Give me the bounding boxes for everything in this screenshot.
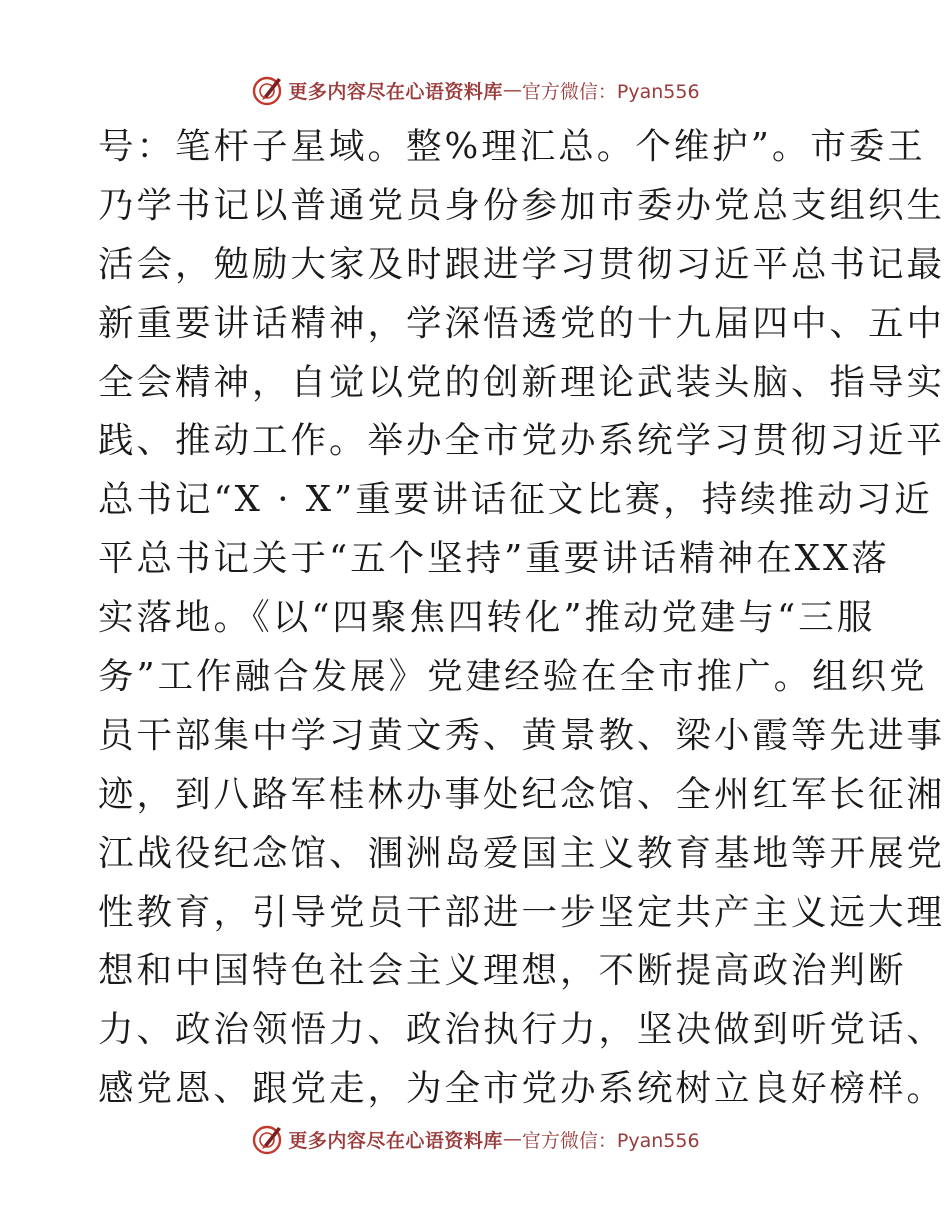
text-line: 新重要讲话精神，学深悟透党的十九届四中、五中 xyxy=(98,302,946,344)
banner-contact: 官方微信：Pyan556 xyxy=(521,1129,700,1152)
text-line: 迹，到八路军桂林办事处纪念馆、全州红军长征湘 xyxy=(98,773,946,815)
text-line: 江战役纪念馆、涠洲岛爱国主义教育基地等开展党 xyxy=(98,832,946,874)
text-line: 性教育，引导党员干部进一步坚定共产主义远大理 xyxy=(98,891,946,933)
document-body xyxy=(98,123,946,1124)
footer-banner xyxy=(0,1119,950,1159)
text-line: 想和中国特色社会主义理想，不断提高政治判断 xyxy=(98,950,907,992)
text-line: 实落地。《以“四聚焦四转化”推动党建与“三服 xyxy=(98,597,876,639)
text-line: 全会精神，自觉以党的创新理论武装头脑、指导实 xyxy=(98,361,946,403)
banner-tagline: 更多内容尽在心语资料库 xyxy=(288,1129,503,1152)
text-line: 活会，勉励大家及时跟进学习贯彻习近平总书记最 xyxy=(98,243,946,285)
text-line: 感党恩、跟党走，为全市党办系统树立良好榜样。 xyxy=(98,1068,946,1110)
banner-separator: — xyxy=(502,79,522,101)
header-banner xyxy=(0,70,950,110)
text-line: 乃学书记以普通党员身份参加市委办党总支组织生 xyxy=(98,184,946,226)
banner-tagline: 更多内容尽在心语资料库 xyxy=(288,80,503,103)
banner-contact: 官方微信：Pyan556 xyxy=(521,80,700,103)
text-line: 践、推动工作。举办全市党办系统学习贯彻习近平 xyxy=(98,420,946,462)
banner-separator: — xyxy=(502,1128,522,1150)
pen-circle-logo-icon xyxy=(250,72,286,108)
pen-circle-logo-icon xyxy=(250,1121,286,1157)
text-line: 平总书记关于“五个坚持”重要讲话精神在XX落 xyxy=(98,538,890,580)
text-line: 员干部集中学习黄文秀、黄景教、梁小霞等先进事 xyxy=(98,714,946,756)
text-line: 号：笔杆子星域。整%理汇总。个维护”。市委王 xyxy=(98,126,926,167)
text-line: 总书记“X · X”重要讲话征文比赛，持续推动习近 xyxy=(98,479,933,521)
text-line: 务”工作融合发展》党建经验在全市推广。组织党 xyxy=(98,656,928,698)
text-line: 力、政治领悟力、政治执行力，坚决做到听党话、 xyxy=(98,1009,946,1051)
